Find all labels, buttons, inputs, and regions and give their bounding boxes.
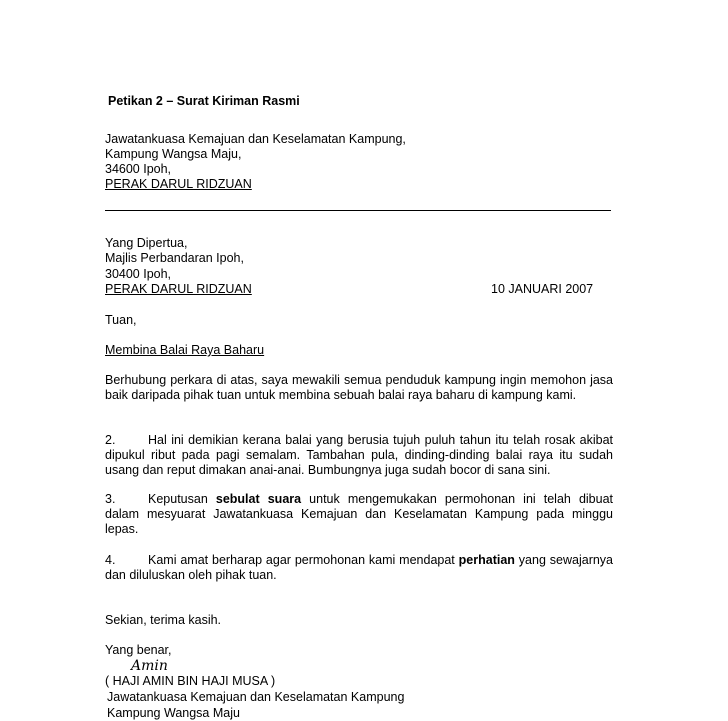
handwritten-signature: Amin: [131, 658, 168, 674]
paragraph-4-number: 4.: [105, 553, 116, 567]
sender-line-3: 34600 Ipoh,: [105, 162, 172, 176]
paragraph-3: [105, 492, 613, 537]
recipient-line-1: Yang Dipertua,: [105, 236, 188, 250]
letter-heading: Petikan 2 – Surat Kiriman Rasmi: [108, 94, 300, 108]
paragraph-3-number: 3.: [105, 492, 116, 506]
signer-organization-2: Kampung Wangsa Maju: [107, 706, 240, 720]
paragraph-4-bold: perhatian: [458, 553, 515, 567]
address-divider: [105, 210, 611, 211]
subject-line: Membina Balai Raya Baharu: [105, 343, 265, 357]
paragraph-3-text-b: untuk mengemukakan permohonan ini telah dibuat dalam mesyuarat Jawatankuasa Kemajuan dan Keselamatan Kampung pada minggu lepas.: [105, 492, 614, 536]
paragraph-4-text-a: Kami amat berharap agar permohonan kami mendapat: [148, 553, 459, 567]
sender-line-2: Kampung Wangsa Maju,: [105, 147, 242, 161]
paragraph-2-number: 2.: [105, 433, 116, 447]
paragraph-3-bold: sebulat suara: [215, 492, 302, 506]
letter-date: 10 JANUARI 2007: [491, 282, 594, 296]
signer-organization-1: Jawatankuasa Kemajuan dan Keselamatan Kampung: [107, 690, 405, 704]
paragraph-4: [105, 553, 613, 583]
sender-line-1: Jawatankuasa Kemajuan dan Keselamatan Kampung,: [105, 132, 406, 146]
recipient-line-4: PERAK DARUL RIDZUAN: [105, 282, 252, 296]
recipient-line-3: 30400 Ipoh,: [105, 267, 172, 281]
recipient-line-2: Majlis Perbandaran Ipoh,: [105, 251, 244, 265]
paragraph-4-text-b: yang sewajarnya dan diluluskan oleh pihak tuan.: [105, 553, 614, 582]
salutation: Tuan,: [105, 313, 137, 327]
yours-line: Yang benar,: [105, 643, 172, 657]
paragraph-3-text-a: Keputusan: [148, 492, 216, 506]
sender-line-4: PERAK DARUL RIDZUAN: [105, 177, 252, 191]
paragraph-2-text: Hal ini demikian kerana balai yang berusia tujuh puluh tahun itu telah rosak akibat dipukul ribut pada pagi semalam. Tambahan pula, dinding-dinding balai raya itu sudah usang dan reput dimakan anai-anai. Bumbungnya juga sudah bocor di sana sini.: [105, 433, 613, 477]
paragraph-2: [105, 433, 613, 478]
closing-line: Sekian, terima kasih.: [105, 613, 222, 627]
paragraph-1: Berhubung perkara di atas, saya mewakili semua penduduk kampung ingin memohon jasa baik daripada pihak tuan untuk membina sebuah balai raya baharu di kampung kami.: [105, 373, 613, 402]
signer-name: ( HAJI AMIN BIN HAJI MUSA ): [105, 674, 276, 688]
